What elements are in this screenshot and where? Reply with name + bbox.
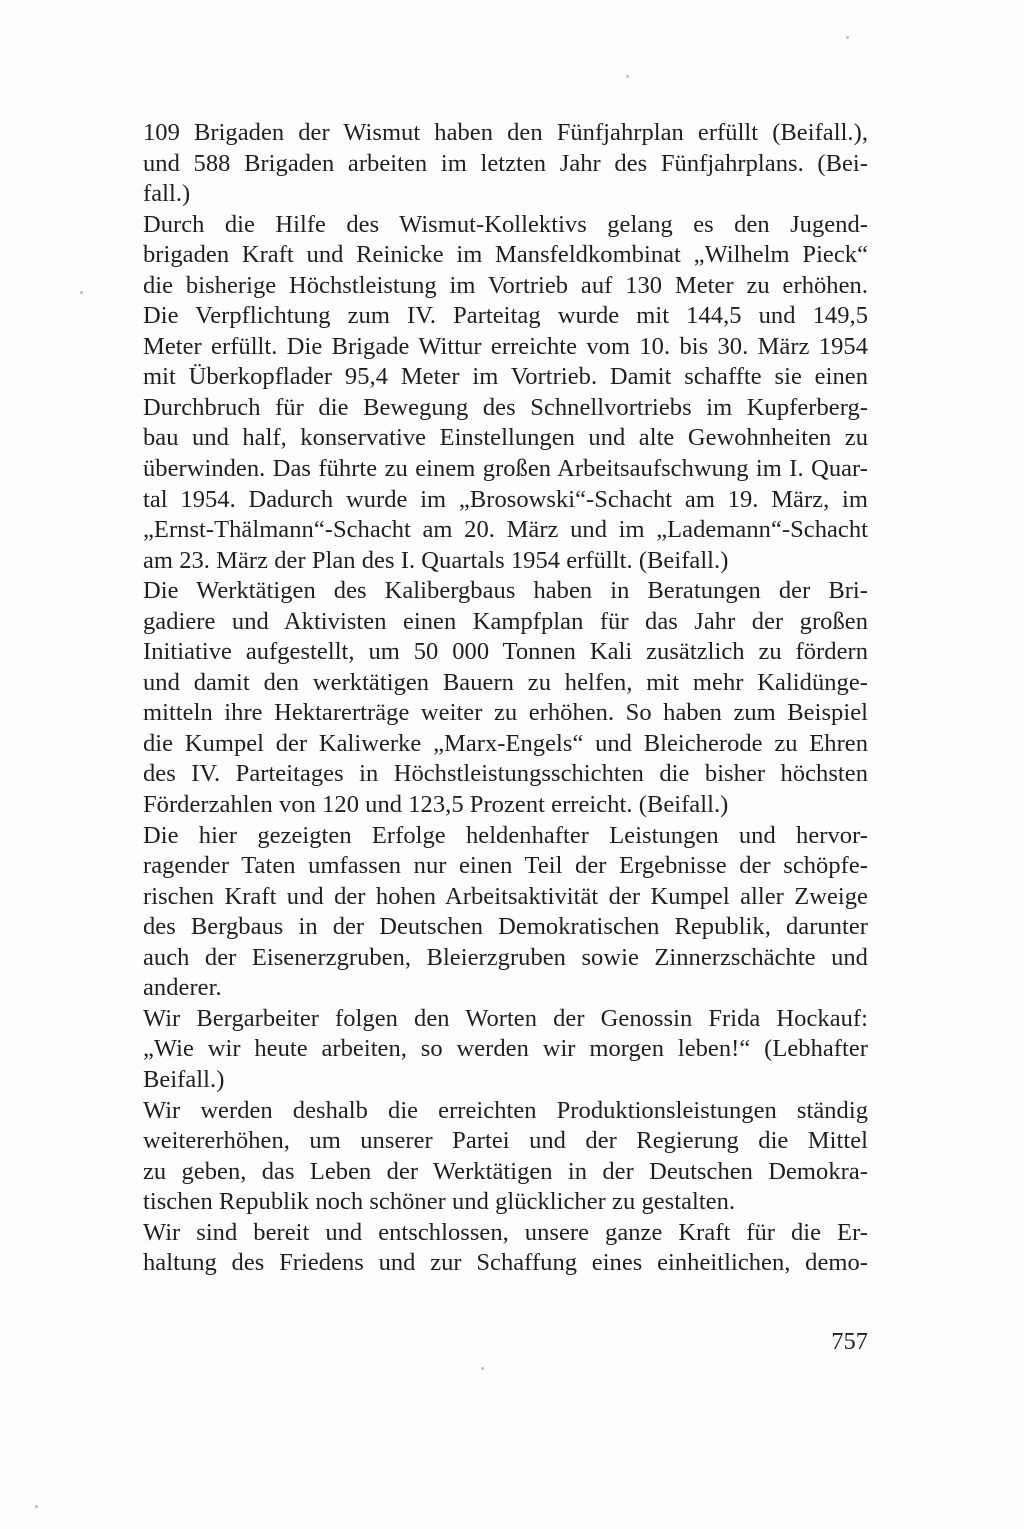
text-line: Beifall.) — [143, 1065, 225, 1093]
text-line: fall.) — [143, 180, 191, 208]
text-line: Wir Bergarbeiter folgen den Worten der Genossin Frida Hockauf: — [143, 1004, 868, 1032]
text-line: tal 1954. Dadurch wurde im „Brosowski“-Schacht am 19. März, im — [143, 485, 868, 513]
text-line: weitererhöhen, um unserer Partei und der Regierung die Mittel — [143, 1127, 868, 1155]
text-line: haltung des Friedens und zur Schaffung eines einheitlichen, demo- — [143, 1249, 868, 1277]
text-line: „Wie wir heute arbeiten, so werden wir morgen leben!“ (Lebhafter — [143, 1035, 868, 1063]
text-line: bau und half, konservative Einstellungen und alte Gewohnheiten zu — [143, 424, 868, 452]
paper-speck — [80, 291, 83, 294]
text-line: Durch die Hilfe des Wismut-Kollektivs gelang es den Jugend- — [143, 210, 868, 238]
text-line: die Kumpel der Kaliwerke „Marx-Engels“ und Bleicherode zu Ehren — [143, 729, 868, 757]
text-line: 109 Brigaden der Wismut haben den Fünfjahrplan erfüllt (Beifall.), — [143, 119, 868, 146]
text-line: „Ernst-Thälmann“-Schacht am 20. März und im „Lademann“-Schacht — [143, 516, 868, 544]
text-line: Die Verpflichtung zum IV. Parteitag wurde mit 144,5 und 149,5 — [143, 302, 868, 330]
text-line: gadiere und Aktivisten einen Kampfplan für das Jahr der großen — [143, 607, 868, 635]
text-line: Förderzahlen von 120 und 123,5 Prozent erreicht. (Beifall.) — [143, 791, 729, 819]
paper-speck — [481, 1367, 484, 1370]
text-line: des IV. Parteitages in Höchstleistungsschichten die bisher höchsten — [143, 760, 868, 788]
text-line: rischen Kraft und der hohen Arbeitsaktivität der Kumpel aller Zweige — [143, 882, 868, 910]
text-line: und damit den werktätigen Bauern zu helfen, mit mehr Kalidünge- — [143, 668, 868, 696]
paper-speck — [35, 1505, 38, 1508]
text-line: des Bergbaus in der Deutschen Demokratischen Republik, darunter — [143, 913, 868, 941]
text-line: ragender Taten umfassen nur einen Teil der Ergebnisse der schöpfe- — [143, 852, 868, 880]
text-line: am 23. März der Plan des I. Quartals 1954 erfüllt. (Beifall.) — [143, 546, 729, 574]
text-line: Durchbruch für die Bewegung des Schnellvortriebs im Kupferberg- — [143, 393, 868, 421]
body-text — [143, 118, 868, 1279]
text-line: mitteln ihre Hektarerträge weiter zu erhöhen. So haben zum Beispiel — [143, 699, 868, 727]
paper-speck — [846, 36, 849, 39]
text-line: die bisherige Höchstleistung im Vortrieb auf 130 Meter zu erhöhen. — [143, 271, 868, 299]
text-line: tischen Republik noch schöner und glücklicher zu gestalten. — [143, 1188, 736, 1216]
text-line: brigaden Kraft und Reinicke im Mansfeldkombinat „Wilhelm Pieck“ — [143, 241, 868, 269]
text-line: Wir werden deshalb die erreichten Produktionsleistungen ständig — [143, 1096, 868, 1124]
text-line: überwinden. Das führte zu einem großen Arbeitsaufschwung im I. Quar- — [143, 455, 868, 483]
text-line: zu geben, das Leben der Werktätigen in der Deutschen Demokra- — [143, 1157, 868, 1185]
text-line: und 588 Brigaden arbeiten im letzten Jahr des Fünfjahrplans. (Bei- — [143, 149, 868, 177]
text-line: anderer. — [143, 974, 222, 1002]
paper-speck — [626, 75, 629, 78]
text-line: mit Überkopflader 95,4 Meter im Vortrieb. Damit schaffte sie einen — [143, 363, 868, 391]
text-line: Wir sind bereit und entschlossen, unsere ganze Kraft für die Er- — [143, 1218, 868, 1246]
text-line: Initiative aufgestellt, um 50 000 Tonnen Kali zusätzlich zu fördern — [143, 638, 868, 666]
page-number: 757 — [831, 1328, 868, 1355]
text-line: Meter erfüllt. Die Brigade Wittur erreichte vom 10. bis 30. März 1954 — [143, 332, 868, 360]
text-line: Die Werktätigen des Kalibergbaus haben in Beratungen der Bri- — [143, 577, 868, 605]
text-line: auch der Eisenerzgruben, Bleierzgruben sowie Zinnerzschächte und — [143, 943, 868, 971]
text-line: Die hier gezeigten Erfolge heldenhafter Leistungen und hervor- — [143, 821, 868, 849]
